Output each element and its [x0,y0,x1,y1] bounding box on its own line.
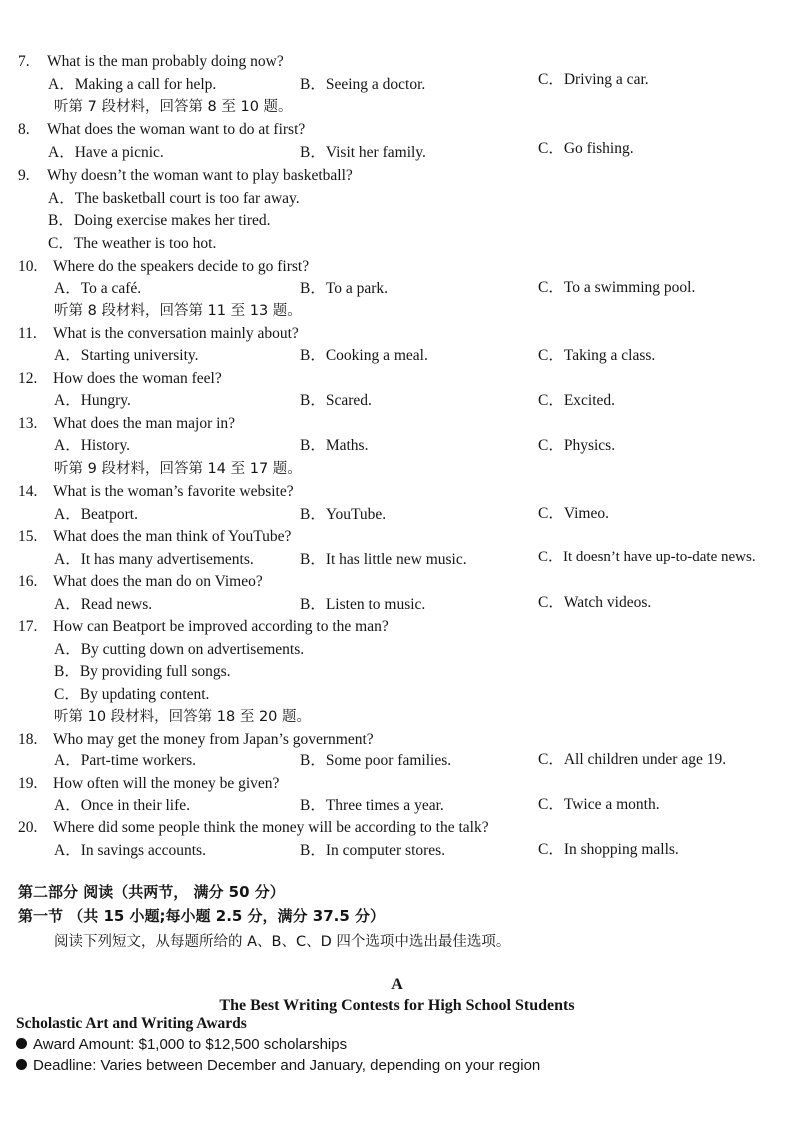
option-a: A．It has many advertisements. [54,551,254,568]
question-text: Where do the speakers decide to go first? [53,258,310,275]
option-b: B．By providing full songs. [54,663,231,680]
option-b: B．Some poor families. [300,752,452,769]
option-b: B．Cooking a meal. [300,347,428,364]
question-number: 15. [18,528,38,545]
bullet-icon [16,1038,27,1049]
passage-title: The Best Writing Contests for High School Students [219,997,575,1014]
option-b: B．Three times a year. [300,797,444,814]
option-c: C．Excited. [538,392,616,409]
option-a: A．Starting university. [54,347,199,364]
instruction-material-7: 听第 7 段材料，回答第 8 至 10 题。 [54,99,293,115]
option-b: B．Maths. [300,437,369,454]
option-c: C．Watch videos. [538,594,652,611]
question-number: 20. [18,819,38,836]
option-b: B．To a park. [300,280,389,297]
option-c: C．Vimeo. [538,505,609,522]
question-text: What does the woman want to do at first? [47,121,306,138]
option-b: B．Seeing a doctor. [300,76,426,93]
instruction-material-10: 听第 10 段材料，回答第 18 至 20 题。 [54,709,312,725]
question-text: What does the man do on Vimeo? [53,573,263,590]
option-c: C．Go fishing. [538,140,634,157]
question-number: 13. [18,415,38,432]
option-c: C．Twice a month. [538,796,660,813]
question-number: 10. [18,258,38,275]
question-text: How does the woman feel? [53,370,222,387]
instruction-material-9: 听第 9 段材料，回答第 14 至 17 题。 [54,461,302,477]
option-b: B．In computer stores. [300,842,446,859]
option-b: B．It has little new music. [300,551,467,568]
question-number: 7. [18,53,30,70]
question-text: What is the woman’s favorite website? [53,483,294,500]
bullet-text: Deadline: Varies between December and January, depending on your region [33,1057,541,1074]
question-number: 12. [18,370,38,387]
part-two-heading: 第二部分 阅读（共两节， 满分 50 分） [18,883,285,901]
question-number: 14. [18,483,38,500]
question-text: What is the man probably doing now? [47,53,284,70]
option-a: A．History. [54,437,131,454]
reading-directions: 阅读下列短文，从每题所给的 A、B、C、D 四个选项中选出最佳选项。 [54,934,511,950]
option-c: C．Physics. [538,437,616,454]
option-a: A．Hungry. [54,392,131,409]
option-b: B．Listen to music. [300,596,426,613]
option-b: B．YouTube. [300,506,387,523]
question-text: Where did some people think the money will be according to the talk? [53,819,489,836]
question-text: How can Beatport be improved according to the man? [53,618,389,635]
question-number: 19. [18,775,38,792]
question-text: What does the man think of YouTube? [53,528,292,545]
option-a: A．Part-time workers. [54,752,197,769]
section-one-heading: 第一节 （共 15 小题;每小题 2.5 分，满分 37.5 分） [18,907,386,925]
question-text: How often will the money be given? [53,775,280,792]
option-c: C．In shopping malls. [538,841,679,858]
question-text: What does the man major in? [53,415,236,432]
option-c: C．By updating content. [54,686,210,703]
passage-letter: A [391,976,403,993]
option-c: C．Taking a class. [538,347,656,364]
instruction-material-8: 听第 8 段材料，回答第 11 至 13 题。 [54,303,302,319]
option-a: A．The basketball court is too far away. [48,190,300,207]
option-c: C．Driving a car. [538,71,649,88]
option-a: A．Making a call for help. [48,76,217,93]
option-c: C．The weather is too hot. [48,235,217,252]
question-number: 18. [18,731,38,748]
option-a: A．Have a picnic. [48,144,164,161]
question-number: 16. [18,573,38,590]
option-a: A．Read news. [54,596,153,613]
option-c: C．To a swimming pool. [538,279,696,296]
question-number: 17. [18,618,38,635]
option-a: A．Once in their life. [54,797,191,814]
passage-subtitle: Scholastic Art and Writing Awards [16,1015,247,1032]
option-c: C．All children under age 19. [538,751,727,768]
bullet-text: Award Amount: $1,000 to $12,500 scholarships [33,1036,348,1053]
bullet-item [16,1056,540,1076]
option-a: A．In savings accounts. [54,842,206,859]
question-number: 11. [18,325,37,342]
bullet-item [16,1035,347,1055]
bullet-icon [16,1059,27,1070]
option-a: A．Beatport. [54,506,138,523]
option-b: B．Scared. [300,392,372,409]
question-text: What is the conversation mainly about? [53,325,299,342]
option-b: B．Doing exercise makes her tired. [48,212,271,229]
question-text: Who may get the money from Japan’s government? [53,731,374,748]
question-text: Why doesn’t the woman want to play basketball? [47,167,353,184]
option-a: A．To a café. [54,280,142,297]
option-b: B．Visit her family. [300,144,426,161]
question-number: 8. [18,121,30,138]
option-c: C．It doesn’t have up-to-date news. [538,549,756,565]
option-a: A．By cutting down on advertisements. [54,641,305,658]
question-number: 9. [18,167,30,184]
